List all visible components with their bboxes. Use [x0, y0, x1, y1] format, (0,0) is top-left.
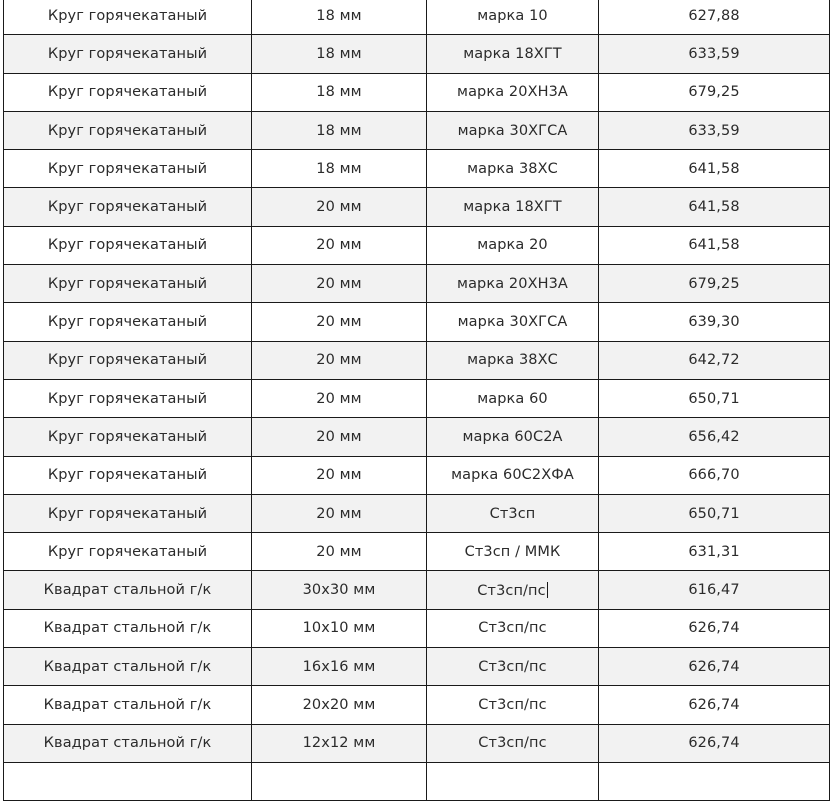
- size-cell: [252, 188, 427, 226]
- table-row: [4, 341, 830, 379]
- price-cell: [599, 226, 830, 264]
- size-cell-text: 20х20 мм: [302, 696, 376, 713]
- product-name-cell-text: Круг горячекатаный: [47, 84, 208, 101]
- price-cell: [599, 533, 830, 571]
- steel-grade-cell-text: Ст3сп: [489, 505, 536, 522]
- product-name-cell: [4, 265, 252, 303]
- product-name-cell: [4, 762, 252, 800]
- product-name-cell: [4, 418, 252, 456]
- price-cell-text: 641,58: [688, 237, 740, 254]
- price-cell-text: 626,74: [688, 658, 740, 675]
- steel-grade-cell-text: марка 38ХС: [467, 160, 558, 177]
- price-cell: [599, 456, 830, 494]
- product-name-cell: [4, 456, 252, 494]
- steel-grade-cell-text: марка 30ХГСА: [457, 122, 568, 139]
- steel-grade-cell-text: Ст3сп/пс: [478, 696, 547, 713]
- product-name-cell: [4, 73, 252, 111]
- steel-grade-cell-text: Ст3сп/пс: [478, 735, 547, 752]
- steel-grade-cell-text: марка 20ХН3А: [457, 275, 568, 292]
- product-name-cell-text: Круг горячекатаный: [47, 199, 208, 216]
- price-table-body: [4, 0, 830, 801]
- table-row: [4, 226, 830, 264]
- steel-grade-cell: [427, 648, 599, 686]
- steel-grade-cell-text: марка 60С2ХФА: [451, 467, 574, 484]
- price-cell-text: 650,71: [688, 390, 740, 407]
- product-name-cell-text: Квадрат стальной г/к: [43, 620, 212, 637]
- size-cell-text: 20 мм: [316, 543, 362, 560]
- product-name-cell: [4, 35, 252, 73]
- size-cell-text: 20 мм: [316, 390, 362, 407]
- size-cell-text: 16х16 мм: [302, 658, 376, 675]
- size-cell: [252, 379, 427, 417]
- price-cell-text: 650,71: [688, 505, 740, 522]
- size-cell: [252, 648, 427, 686]
- price-cell: [599, 150, 830, 188]
- steel-grade-cell: [427, 111, 599, 149]
- size-cell: [252, 494, 427, 532]
- price-cell: [599, 609, 830, 647]
- size-cell-text: 18 мм: [316, 160, 362, 177]
- size-cell: [252, 762, 427, 800]
- price-cell: [599, 111, 830, 149]
- price-cell-text: 641,58: [688, 160, 740, 177]
- size-cell: [252, 226, 427, 264]
- product-name-cell: [4, 571, 252, 609]
- product-name-cell-text: Круг горячекатаный: [47, 275, 208, 292]
- product-name-cell-text: Круг горячекатаный: [47, 390, 208, 407]
- size-cell: [252, 571, 427, 609]
- steel-grade-cell-text: марка 10: [477, 7, 548, 24]
- product-name-cell: [4, 533, 252, 571]
- size-cell: [252, 341, 427, 379]
- product-name-cell-text: Круг горячекатаный: [47, 122, 208, 139]
- steel-grade-cell: [427, 418, 599, 456]
- table-row: [4, 379, 830, 417]
- product-name-cell: [4, 303, 252, 341]
- size-cell: [252, 73, 427, 111]
- steel-grade-cell-text: марка 18ХГТ: [463, 45, 562, 62]
- steel-grade-cell: [427, 379, 599, 417]
- steel-grade-cell: [427, 686, 599, 724]
- size-cell: [252, 456, 427, 494]
- product-name-cell-text: Квадрат стальной г/к: [43, 658, 212, 675]
- size-cell-text: 20 мм: [316, 314, 362, 331]
- table-row: [4, 265, 830, 303]
- table-row: [4, 648, 830, 686]
- table-row: [4, 494, 830, 532]
- price-cell-text: 616,47: [688, 582, 740, 599]
- table-row: [4, 303, 830, 341]
- price-cell: [599, 188, 830, 226]
- table-row: [4, 686, 830, 724]
- product-name-cell: [4, 226, 252, 264]
- product-name-cell: [4, 686, 252, 724]
- steel-grade-cell-text: марка 20: [477, 237, 548, 254]
- steel-grade-cell-text: Ст3сп/пс: [478, 658, 547, 675]
- price-cell: [599, 762, 830, 800]
- product-name-cell: [4, 724, 252, 762]
- steel-grade-cell: [427, 150, 599, 188]
- product-name-cell-text: Круг горячекатаный: [47, 160, 208, 177]
- product-name-cell: [4, 0, 252, 35]
- price-cell-text: 633,59: [688, 45, 740, 62]
- product-name-cell: [4, 341, 252, 379]
- size-cell-text: 18 мм: [316, 45, 362, 62]
- product-name-cell-text: Круг горячекатаный: [47, 543, 208, 560]
- size-cell-text: 12х12 мм: [302, 735, 376, 752]
- product-name-cell-text: Круг горячекатаный: [47, 7, 208, 24]
- size-cell-text: 20 мм: [316, 428, 362, 445]
- table-row: [4, 35, 830, 73]
- price-cell-text: 656,42: [688, 428, 740, 445]
- price-cell-text: 639,30: [688, 314, 740, 331]
- size-cell: [252, 418, 427, 456]
- table-row: [4, 188, 830, 226]
- price-cell: [599, 379, 830, 417]
- product-name-cell-text: Круг горячекатаный: [47, 45, 208, 62]
- product-name-cell: [4, 648, 252, 686]
- size-cell-text: 20 мм: [316, 352, 362, 369]
- table-row: [4, 571, 830, 609]
- size-cell: [252, 533, 427, 571]
- steel-grade-cell: [427, 0, 599, 35]
- price-cell: [599, 265, 830, 303]
- steel-grade-cell: [427, 456, 599, 494]
- size-cell: [252, 609, 427, 647]
- steel-grade-cell: [427, 533, 599, 571]
- size-cell-text: 20 мм: [316, 275, 362, 292]
- steel-grade-cell: [427, 762, 599, 800]
- steel-grade-cell: [427, 188, 599, 226]
- table-row: [4, 456, 830, 494]
- steel-grade-cell: [427, 494, 599, 532]
- size-cell: [252, 265, 427, 303]
- steel-grade-cell: [427, 265, 599, 303]
- product-name-cell: [4, 609, 252, 647]
- size-cell: [252, 35, 427, 73]
- price-cell: [599, 686, 830, 724]
- steel-grade-cell: [427, 341, 599, 379]
- price-cell: [599, 0, 830, 35]
- product-name-cell-text: Квадрат стальной г/к: [43, 696, 212, 713]
- product-name-cell-text: Круг горячекатаный: [47, 505, 208, 522]
- size-cell-text: 20 мм: [316, 199, 362, 216]
- price-cell: [599, 341, 830, 379]
- price-cell: [599, 35, 830, 73]
- size-cell-text: 20 мм: [316, 467, 362, 484]
- price-cell-text: 633,59: [688, 122, 740, 139]
- table-row: [4, 609, 830, 647]
- price-cell-text: 679,25: [688, 84, 740, 101]
- steel-grade-cell-text: марка 30ХГСА: [457, 314, 568, 331]
- table-row: [4, 533, 830, 571]
- product-name-cell: [4, 379, 252, 417]
- product-name-cell: [4, 494, 252, 532]
- size-cell-text: 18 мм: [316, 7, 362, 24]
- price-cell: [599, 494, 830, 532]
- product-name-cell: [4, 188, 252, 226]
- product-name-cell-text: Круг горячекатаный: [47, 467, 208, 484]
- steel-grade-cell: [427, 303, 599, 341]
- price-cell: [599, 724, 830, 762]
- price-cell-text: 642,72: [688, 352, 740, 369]
- steel-grade-cell-text: марка 60С2А: [462, 428, 563, 445]
- price-cell-text: 626,74: [688, 735, 740, 752]
- price-cell: [599, 73, 830, 111]
- size-cell-text: 18 мм: [316, 84, 362, 101]
- text-cursor: [547, 582, 548, 598]
- price-cell: [599, 571, 830, 609]
- price-cell: [599, 648, 830, 686]
- size-cell-text: 30х30 мм: [302, 582, 376, 599]
- product-name-cell-text: Круг горячекатаный: [47, 352, 208, 369]
- size-cell-text: 18 мм: [316, 122, 362, 139]
- steel-grade-cell: [427, 724, 599, 762]
- steel-grade-cell: [427, 571, 599, 609]
- size-cell: [252, 724, 427, 762]
- product-name-cell-text: Круг горячекатаный: [47, 314, 208, 331]
- size-cell-text: 20 мм: [316, 505, 362, 522]
- size-cell: [252, 150, 427, 188]
- price-cell: [599, 418, 830, 456]
- size-cell: [252, 303, 427, 341]
- price-table: [3, 0, 830, 801]
- price-cell-text: 679,25: [688, 275, 740, 292]
- price-cell-text: 666,70: [688, 467, 740, 484]
- size-cell-text: 10х10 мм: [302, 620, 376, 637]
- steel-grade-cell-text: Ст3сп / ММК: [464, 543, 561, 560]
- table-row: [4, 150, 830, 188]
- table-row: [4, 418, 830, 456]
- steel-grade-cell: [427, 226, 599, 264]
- steel-grade-cell-text: марка 20ХН3А: [457, 84, 568, 101]
- steel-grade-cell: [427, 609, 599, 647]
- steel-grade-cell-text: марка 18ХГТ: [463, 199, 562, 216]
- price-cell: [599, 303, 830, 341]
- steel-grade-cell: [427, 73, 599, 111]
- product-name-cell: [4, 150, 252, 188]
- table-row: [4, 0, 830, 35]
- steel-grade-cell-text: марка 60: [477, 390, 548, 407]
- steel-grade-cell-text: Ст3сп/пс: [477, 582, 546, 599]
- steel-grade-cell-text: марка 38ХС: [467, 352, 558, 369]
- product-name-cell-text: Круг горячекатаный: [47, 237, 208, 254]
- price-cell-text: 631,31: [688, 543, 740, 560]
- product-name-cell-text: Круг горячекатаный: [47, 428, 208, 445]
- price-table-container: [3, 0, 829, 801]
- price-cell-text: 626,74: [688, 620, 740, 637]
- size-cell-text: 20 мм: [316, 237, 362, 254]
- table-row: [4, 762, 830, 800]
- product-name-cell: [4, 111, 252, 149]
- size-cell: [252, 686, 427, 724]
- product-name-cell-text: Квадрат стальной г/к: [43, 735, 212, 752]
- price-cell-text: 627,88: [688, 7, 740, 24]
- steel-grade-cell-text: Ст3сп/пс: [478, 620, 547, 637]
- price-cell-text: 641,58: [688, 199, 740, 216]
- size-cell: [252, 111, 427, 149]
- product-name-cell-text: Квадрат стальной г/к: [43, 582, 212, 599]
- size-cell: [252, 0, 427, 35]
- steel-grade-cell: [427, 35, 599, 73]
- table-row: [4, 111, 830, 149]
- table-row: [4, 73, 830, 111]
- table-row: [4, 724, 830, 762]
- price-cell-text: 626,74: [688, 696, 740, 713]
